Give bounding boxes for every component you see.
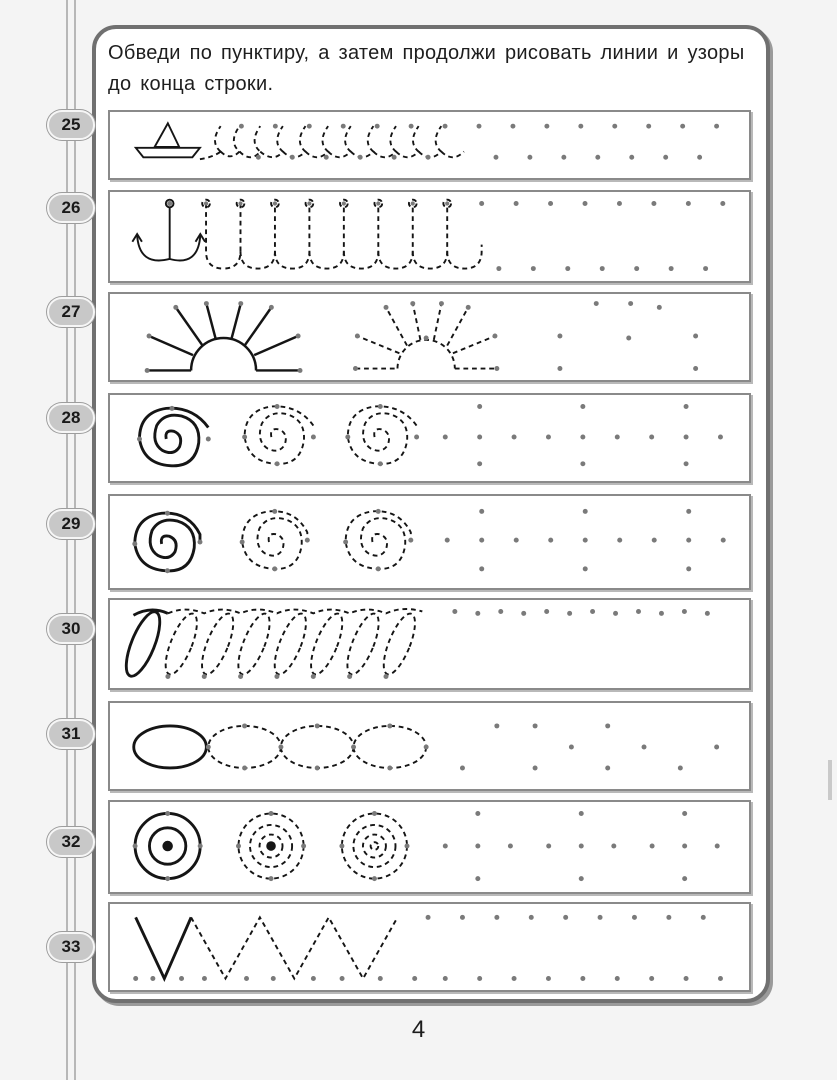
- binder-line-right: [74, 0, 76, 1080]
- exercise-32-concentric-circles[interactable]: [108, 800, 751, 894]
- exercise-number-badge: 30: [47, 614, 95, 644]
- exercise-number-badge: 28: [47, 403, 95, 433]
- exercise-29-drawing: [110, 496, 749, 588]
- exercise-number-badge: 33: [47, 932, 95, 962]
- exercise-number-badge: 25: [47, 110, 95, 140]
- exercise-33-zigzag[interactable]: [108, 902, 751, 992]
- exercise-number-badge: 26: [47, 193, 95, 223]
- exercise-30-drawing: [110, 600, 749, 688]
- exercise-32-drawing: [110, 802, 749, 892]
- exercise-25-boat-scallops[interactable]: [108, 110, 751, 180]
- exercise-number-badge: 32: [47, 827, 95, 857]
- exercise-29-spiral[interactable]: [108, 494, 751, 590]
- exercise-31-ovals[interactable]: [108, 701, 751, 791]
- exercise-31-drawing: [110, 703, 749, 789]
- exercise-26-anchor-hooks[interactable]: [108, 190, 751, 283]
- exercise-number-badge: 31: [47, 719, 95, 749]
- exercise-27-sun-rays[interactable]: [108, 292, 751, 382]
- exercise-30-slanted-loops[interactable]: [108, 598, 751, 690]
- exercise-27-drawing: [110, 294, 749, 380]
- exercise-number-badge: 27: [47, 297, 95, 327]
- exercise-26-drawing: [110, 192, 749, 281]
- binder-line-left: [66, 0, 68, 1080]
- edge-mark: [828, 760, 832, 800]
- page-number: 4: [411, 1016, 426, 1043]
- exercise-25-drawing: [110, 112, 749, 178]
- exercise-number-badge: 29: [47, 509, 95, 539]
- exercise-33-drawing: [110, 904, 749, 990]
- instruction-text: Обведи по пунктиру, а затем продолжи рисовать линии и узоры до конца строки.: [108, 42, 745, 95]
- exercise-28-drawing: [110, 395, 749, 481]
- exercise-28-spiral[interactable]: [108, 393, 751, 483]
